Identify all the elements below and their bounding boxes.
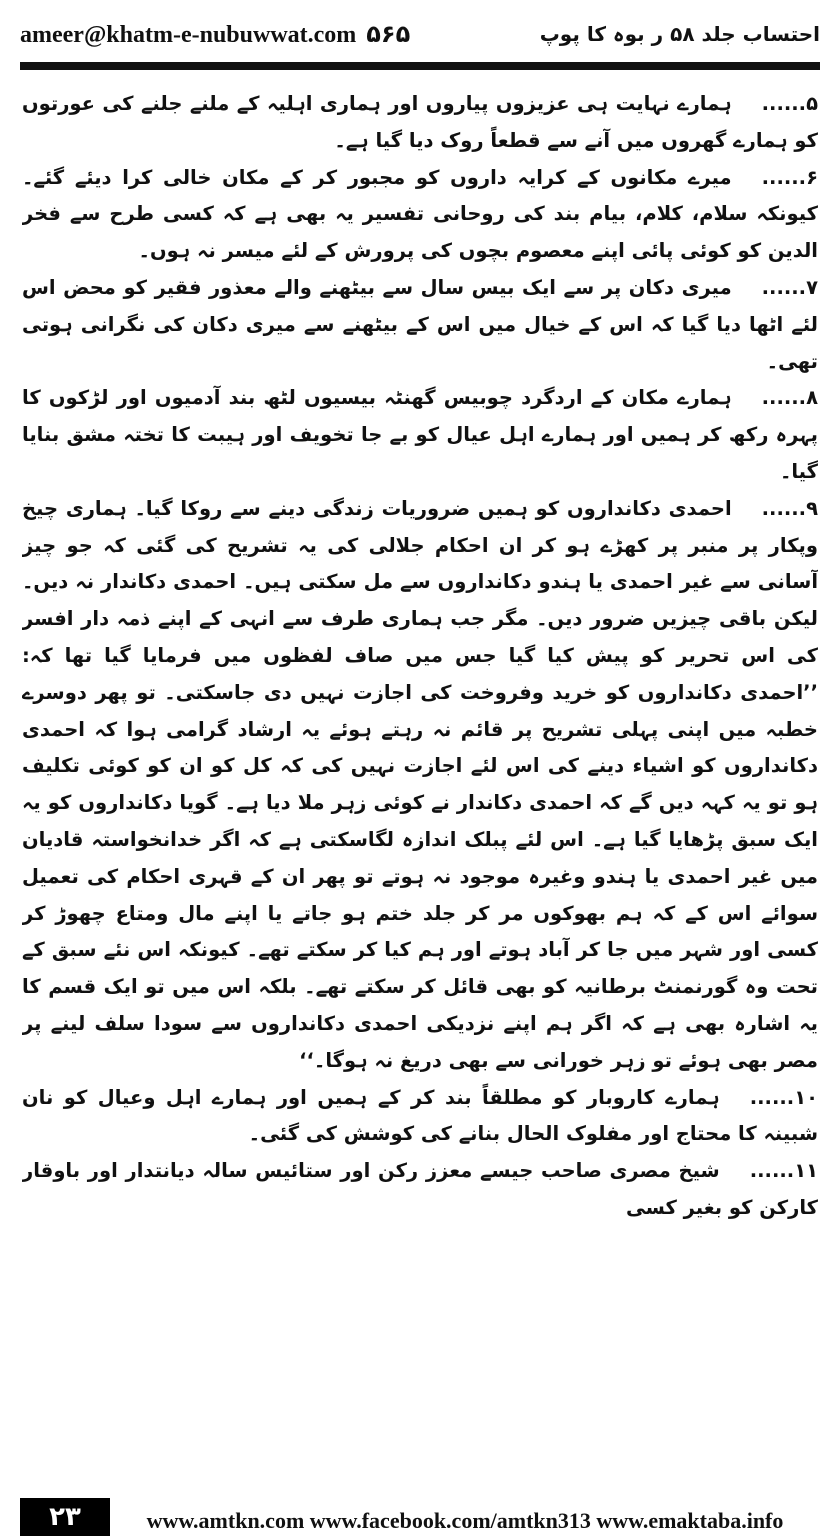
paragraph-9 (22, 491, 818, 1080)
header-rule (20, 62, 820, 70)
paragraph-text: میرے مکانوں کے کرایہ داروں کو مجبور کر کے مکان خالی کرا دیئے گئے۔ کیونکہ سلام، کلام، بیام بند کی روحانی تفسیر یہ بھی ہے کہ کسی طرح سے فخر الدین کو کوئی پائی اپنے معصوم بچوں کی پرورش کے لئے میسر نہ ہوں۔ (22, 165, 818, 263)
paragraph-number: ۱۰...... (749, 1085, 818, 1109)
footer-links: www.amtkn.com www.facebook.com/amtkn313 www.emaktaba.info (146, 1508, 784, 1533)
paragraph-6 (22, 160, 818, 270)
paragraph-number: ۹...... (761, 496, 818, 520)
header-email: ameer@khatm-e-nubuwwat.com (20, 21, 357, 48)
page-header (20, 14, 820, 54)
paragraph-text: ہمارے نہایت ہی عزیزوں پیاروں اور ہماری اہلیہ کے ملنے جلنے کی عورتوں کو ہمارے گھروں میں آنے سے قطعاً روک دیا گیا ہے۔ (22, 92, 818, 152)
paragraph-number: ۷...... (761, 275, 818, 299)
footer-page-box: ۲۳ (20, 1498, 110, 1536)
header-page-number: ۵۶۵ (366, 19, 411, 48)
paragraph-number: ۱۱...... (749, 1159, 818, 1183)
paragraph-7 (22, 270, 818, 380)
paragraph-text: میری دکان پر سے ایک بیس سال سے بیٹھنے والے معذور فقیر کو محض اس لئے اٹھا دیا گیا کہ اس کے خیال میں اس کے بیٹھنے سے میری دکان کی نگرانی ہوتی تھی۔ (22, 275, 818, 373)
paragraph-text: شیخ مصری صاحب جیسے معزز رکن اور ستائیس سالہ دیانتدار اور باوقار کارکن کو بغیر کسی (22, 1159, 818, 1219)
paragraph-number: ۵...... (761, 92, 818, 115)
paragraph-8 (22, 380, 818, 490)
paragraph-11 (22, 1153, 818, 1227)
header-email-and-page (20, 20, 410, 49)
paragraph-5 (22, 86, 818, 160)
header-book-title: احتساب جلد ۵۸ ر بوہ کا پوپ (539, 22, 820, 46)
page-body (22, 86, 818, 1476)
paragraph-number: ۶...... (761, 165, 818, 189)
paragraph-number: ۸...... (761, 386, 818, 410)
page-footer (20, 1488, 820, 1540)
paragraph-text: ہمارے مکان کے اردگرد چوبیس گھنٹہ بیسیوں لٹھ بند آدمیوں اور لڑکوں کا پہرہ رکھ کر ہمیں اور ہمارے اہل عیال کو بے جا تخویف اور ہیبت کا تختہ مشق بنایا گیا۔ (22, 386, 818, 483)
paragraph-text: احمدی دکانداروں کو ہمیں ضروریات زندگی دینے سے روکا گیا۔ ہماری چیخ وپکار پر منبر پر کھڑے ہو کر ان احکام جلالی کی یہ تشریح کی گئی کہ جو چیز آسانی سے غیر احمدی یا ہندو دکانداروں سے مل سکتی ہیں۔ احمدی دکاندار نہ دیں۔ لیکن باقی چیزیں ضرور دیں۔ مگر جب ہماری طرف سے انہی کے اپنے ذمہ دار افسر کی اس تحریر کو پیش کیا گیا جس میں صاف لفظوں میں فرمایا گیا تھا کہ: ’’احمدی دکانداروں کو خرید وفروخت کی اجازت نہیں دی جاسکتی۔ تو پھر دوسرے خطبہ میں اپنی پہلی تشریح پر قائم نہ رہتے ہوئے یہ ارشاد گرامی ہوا کہ احمدی دکانداروں کو اشیاء دینے کی اس لئے اجازت نہیں کی کہ کل کو ان کو کوئی تکلیف ہو تو یہ کہہ دیں گے کہ احمدی دکاندار نے کوئی زہر ملا دیا ہے۔ گویا دکانداروں کو یہ ایک سبق پڑھایا گیا ہے۔ اس لئے پبلک اندازہ لگاسکتی ہے کہ اگر خدانخواستہ قادیان میں غیر احمدی یا ہندو وغیرہ موجود نہ ہوتے تو پھر ان کے قہری احکام کی تعمیل سوائے اس کے کہ ہم بھوکوں مر کر جلد ختم ہو جاتے یا اپنے مال ومتاع چھوڑ کر کسی اور شہر میں جا کر آباد ہوتے اور ہم کیا کر سکتے تھے۔ کیونکہ اس نئے سبق کے تحت وہ گورنمنٹ برطانیہ کو بھی قائل کر سکتے تھے۔ بلکہ اس میں تو ایک قسم کا یہ اشارہ بھی ہے کہ اگر ہم اپنے نزدیکی احمدی دکانداروں سے سودا سلف لینے پر مصر بھی ہوئے تو زہر خورانی سے بھی دریغ نہ ہوگا۔‘‘ (22, 496, 818, 1072)
paragraph-text: ہمارے کاروبار کو مطلقاً بند کر کے ہمیں اور ہمارے اہل وعیال کو نان شبینہ کا محتاج اور مفلوک الحال بنانے کی کوشش کی گئی۔ (22, 1085, 818, 1146)
paragraph-10 (22, 1080, 818, 1154)
